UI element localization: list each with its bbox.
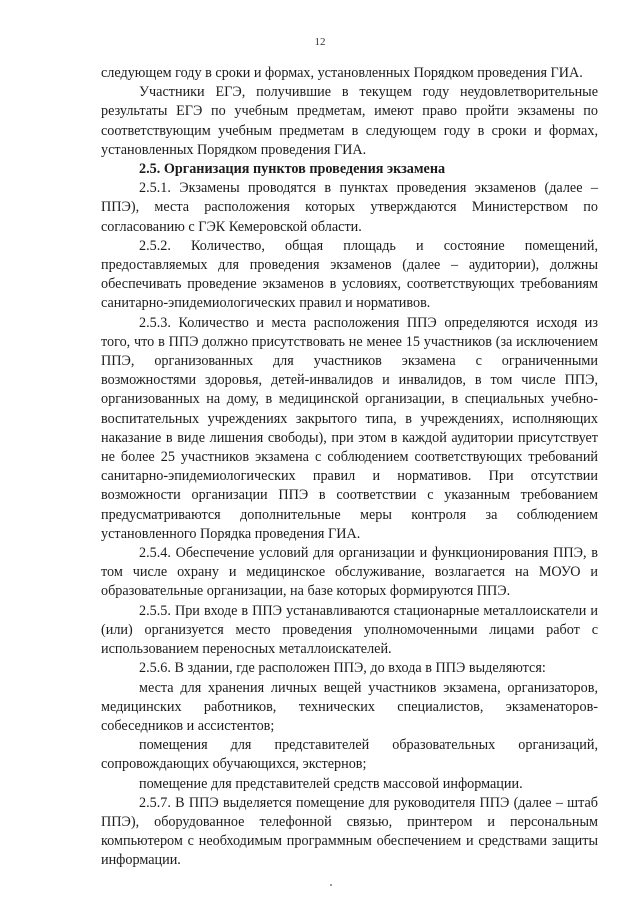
- page-number: 12: [314, 36, 326, 48]
- paragraph-2-5-6: 2.5.6. В здании, где расположен ППЭ, до входа в ППЭ выделяются:: [139, 660, 546, 677]
- list-item-representatives-rooms: помещения для представителей образовательных организаций, сопровождающих обучающихся, экстернов;: [101, 737, 598, 773]
- paragraph-2-5-5: 2.5.5. При входе в ППЭ устанавливаются стационарные металлоискатели и (или) организуется место проведения уполномоченными лицами работ с использованием переносных металлоискателей.: [101, 602, 598, 658]
- document-body: [101, 64, 598, 871]
- scan-speck: [330, 884, 332, 886]
- section-heading: 2.5. Организация пунктов проведения экзамена: [139, 161, 446, 178]
- list-item-personal-storage: места для хранения личных вещей участников экзамена, организаторов, медицинских работников, технических специалистов, экзаменаторов-собеседников и ассистентов;: [101, 679, 598, 734]
- paragraph-continuation: следующем году в сроки и формах, установленных Порядком проведения ГИА.: [101, 65, 583, 81]
- list-item-media-room: помещение для представителей средств массовой информации.: [139, 775, 523, 792]
- paragraph-2-5-2: 2.5.2. Количество, общая площадь и состояние помещений, предоставляемых для проведения экзаменов (далее – аудитории), должны обеспечивать проведение экзаменов в условиях, соответствующих требованиям санитарно-эпидемиологических правил и нормативов.: [101, 237, 598, 312]
- paragraph-2-5-3: 2.5.3. Количество и места расположения ППЭ определяются исходя из того, что в ППЭ должно присутствовать не менее 15 участников (за исключением ППЭ, организованных для участников экзамена с ограниченными возможностями здоровья, детей-инвалидов и инвалидов, в том числе ППЭ, организованных на дому, в медицинской организации, в специальных учебно-воспитательных учреждениях закрытого типа, в учреждениях, исполняющих наказание в виде лишения свободы), при этом в каждой аудитории присутствует не более 25 участников экзамена с соблюдением соответствующих требований санитарно-эпидемиологических правил и нормативов. При отсутствии возможности организации ППЭ в соответствии с указанным требованием предусматриваются дополнительные меры контроля за соблюдением установленного Порядка проведения ГИА.: [101, 314, 598, 542]
- paragraph-2-5-1: 2.5.1. Экзамены проводятся в пунктах проведения экзаменов (далее – ППЭ), места расположения которых утверждаются Министерством по согласованию с ГЭК Кемеровской области.: [101, 180, 598, 235]
- paragraph-ege-retake: Участники ЕГЭ, получившие в текущем году неудовлетворительные результаты ЕГЭ по учебным предметам, имеют право пройти экзамены по соответствующим учебным предметам в следующем году в сроки и формах, установленных Порядком проведения ГИА.: [101, 84, 598, 158]
- paragraph-2-5-4: 2.5.4. Обеспечение условий для организации и функционирования ППЭ, в том числе охрану и медицинское обслуживание, возлагается на МОУО и образовательные организации, на базе которых формируются ППЭ.: [101, 545, 598, 600]
- paragraph-2-5-7: 2.5.7. В ППЭ выделяется помещение для руководителя ППЭ (далее – штаб ППЭ), оборудованное телефонной связью, принтером и персональным компьютером с необходимым программным обеспечением и средствами защиты информации.: [101, 794, 598, 869]
